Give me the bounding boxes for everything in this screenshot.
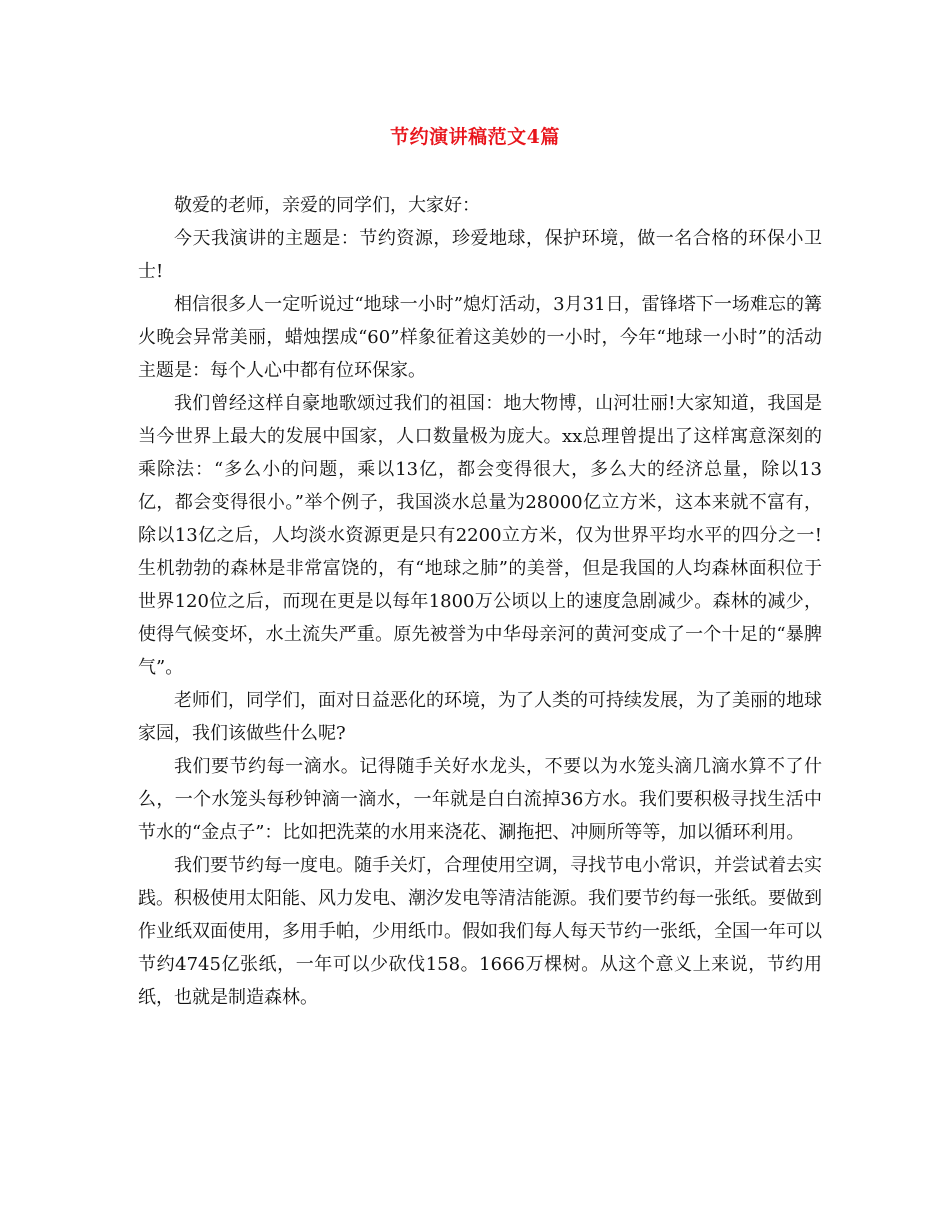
paragraph-save-water: 我们要节约每一滴水。记得随手关好水龙头，不要以为水笼头滴几滴水算不了什么，一个水笼头每秒钟滴一滴水，一年就是白白流掉36方水。我们要积极寻找生活中节水的“金点子”：比如把洗菜的水用来浇花、涮拖把、冲厕所等等，加以循环利用。 [138,756,822,843]
paragraph-theme: 今天我演讲的主题是：节约资源，珍爱地球，保护环境，做一名合格的环保小卫士! [138,228,822,282]
paragraph-question: 老师们，同学们，面对日益恶化的环境，为了人类的可持续发展，为了美丽的地球家园，我们该做些什么呢? [138,690,822,744]
paragraph-earth-hour: 相信很多人一定听说过“地球一小时”熄灯活动，3月31日，雷锋塔下一场难忘的篝火晚会异常美丽，蜡烛摆成“60”样象征着这美妙的一小时，今年“地球一小时”的活动主题是：每个人心中都有位环保家。 [138,294,822,381]
paragraph-greeting: 敬爱的老师，亲爱的同学们，大家好： [174,195,480,216]
document-body [138,189,822,1014]
paragraph-save-electricity-paper: 我们要节约每一度电。随手关灯，合理使用空调，寻找节电小常识，并尝试着去实践。积极使用太阳能、风力发电、潮汐发电等清洁能源。我们要节约每一张纸。要做到作业纸双面使用，多用手帕，少用纸巾。假如我们每人每天节约一张纸，全国一年可以节约4745亿张纸，一年可以少砍伐158。1666万棵树。从这个意义上来说，节约用纸，也就是制造森林。 [138,855,822,1008]
document-title: 节约演讲稿范文4篇 [390,126,560,148]
paragraph-resources: 我们曾经这样自豪地歌颂过我们的祖国：地大物博，山河壮丽!大家知道，我国是当今世界上最大的发展中国家，人口数量极为庞大。xx总理曾提出了这样寓意深刻的乘除法：“多么小的问题，乘以13亿，都会变得很大，多么大的经济总量，除以13亿，都会变得很小。”举个例子，我国淡水总量为28000亿立方米，这本来就不富有，除以13亿之后，人均淡水资源更是只有2200立方米，仅为世界平均水平的四分之一!生机勃勃的森林是非常富饶的，有“地球之肺”的美誉，但是我国的人均森林面积位于世界120位之后，而现在更是以每年1800万公顷以上的速度急剧减少。森林的减少，使得气候变坏，水土流失严重。原先被誉为中华母亲河的黄河变成了一个十足的“暴脾气”。 [138,393,822,678]
